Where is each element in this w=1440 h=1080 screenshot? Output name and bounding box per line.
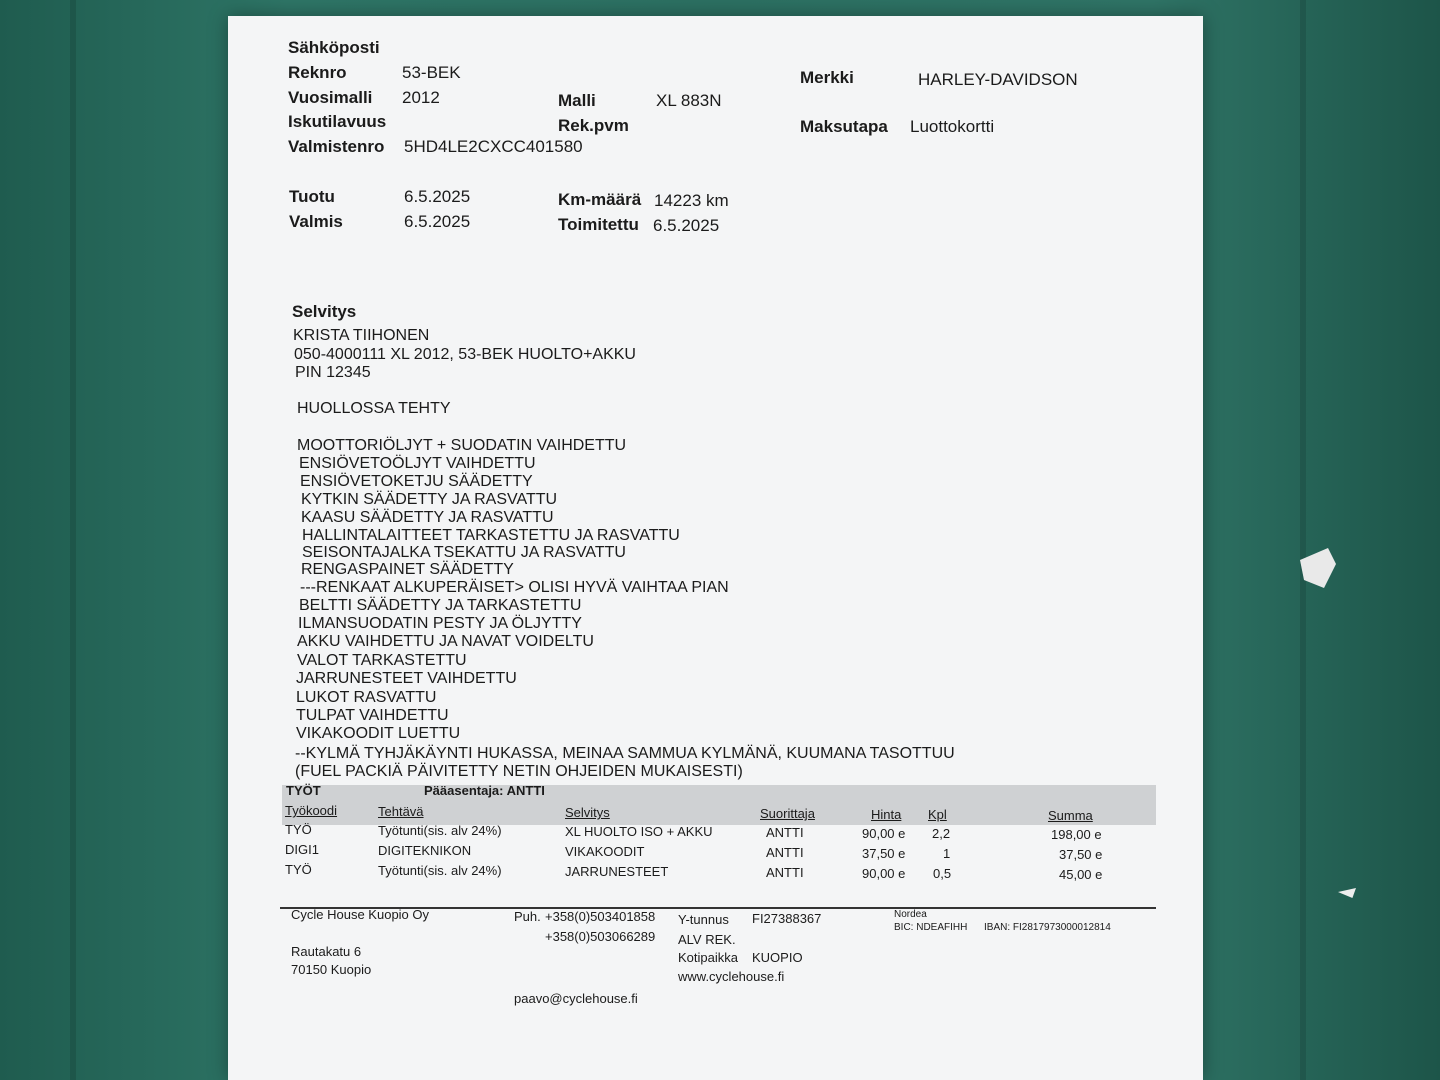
rekpvm-label: Rek.pvm xyxy=(558,116,629,135)
tuotu-value: 6.5.2025 xyxy=(404,187,471,206)
maksutapa-value: Luottokortti xyxy=(910,117,995,136)
bank-name: Nordea xyxy=(894,909,927,920)
text-line: VIKAKOODIT LUETTU xyxy=(296,725,461,742)
tray-rib xyxy=(70,0,76,1080)
table-cell: 90,00 e xyxy=(862,826,906,841)
paper-scrap xyxy=(1338,888,1356,898)
text-line: BELTTI SÄÄDETTY JA TARKASTETTU xyxy=(299,597,582,614)
phone-number: +358(0)503401858 xyxy=(545,909,656,924)
text-line: JARRUNESTEET VAIHDETTU xyxy=(296,670,517,687)
phone-label: Puh. xyxy=(514,909,541,924)
valmistenro-value: 5HD4LE2CXCC401580 xyxy=(404,137,583,156)
ytunnus-value: FI27388367 xyxy=(752,911,822,926)
text-line: ILMANSUODATIN PESTY JA ÖLJYTTY xyxy=(298,615,582,632)
col-header: Tehtävä xyxy=(378,804,424,819)
text-line: KYTKIN SÄÄDETTY JA RASVATTU xyxy=(301,491,558,508)
col-header: Hinta xyxy=(871,807,902,822)
table-cell: TYÖ xyxy=(285,862,312,877)
table-cell: 1 xyxy=(943,846,951,861)
email-address: paavo@cyclehouse.fi xyxy=(514,991,638,1006)
service-receipt xyxy=(228,16,1203,1080)
vuosimalli-label: Vuosimalli xyxy=(288,88,373,107)
reknro-value: 53-BEK xyxy=(402,63,461,82)
text-line: ---RENKAAT ALKUPERÄISET> OLISI HYVÄ VAIHTAA PIAN xyxy=(300,579,729,596)
iban-code: IBAN: FI2817973000012814 xyxy=(984,922,1111,933)
table-cell: 198,00 e xyxy=(1051,827,1102,842)
selvitys-title: Selvitys xyxy=(292,302,357,321)
phone-number: +358(0)503066289 xyxy=(545,929,656,944)
company-name: Cycle House Kuopio Oy xyxy=(291,907,430,922)
table-cell: 0,5 xyxy=(933,866,952,881)
text-line: ENSIÖVETOÖLJYT VAIHDETTU xyxy=(299,455,536,472)
kotipaikka-value: KUOPIO xyxy=(752,950,803,965)
valmis-label: Valmis xyxy=(289,212,343,231)
bic-code: BIC: NDEAFIHH xyxy=(894,922,968,933)
company-street: Rautakatu 6 xyxy=(291,944,362,959)
table-cell: Työtunti(sis. alv 24%) xyxy=(378,823,502,838)
table-cell: ANTTI xyxy=(766,865,804,880)
tuotu-label: Tuotu xyxy=(289,187,335,206)
text-line: --KYLMÄ TYHJÄKÄYNTI HUKASSA, MEINAA SAMMUA KYLMÄNÄ, KUUMANA TASOTTUU xyxy=(295,745,955,762)
table-cell: 37,50 e xyxy=(862,846,906,861)
malli-value: XL 883N xyxy=(656,91,722,110)
merkki-label: Merkki xyxy=(800,68,854,87)
col-header: Työkoodi xyxy=(285,803,338,818)
text-line: LUKOT RASVATTU xyxy=(296,689,437,706)
email-label: Sähköposti xyxy=(288,38,380,57)
text-line: HUOLLOSSA TEHTY xyxy=(297,400,451,417)
table-cell: 45,00 e xyxy=(1059,867,1103,882)
iskutilavuus-label: Iskutilavuus xyxy=(288,112,387,131)
text-line: (FUEL PACKIÄ PÄIVITETTY NETIN OHJEIDEN MUKAISESTI) xyxy=(295,763,743,780)
table-cell: ANTTI xyxy=(766,845,804,860)
table-cell: 37,50 e xyxy=(1059,847,1103,862)
table-cell: VIKAKOODIT xyxy=(565,844,645,859)
col-header: Selvitys xyxy=(565,805,610,820)
table-cell: DIGITEKNIKON xyxy=(378,843,472,858)
toimitettu-value: 6.5.2025 xyxy=(653,216,720,235)
toimitettu-label: Toimitettu xyxy=(558,215,639,234)
kotipaikka-label: Kotipaikka xyxy=(678,950,738,965)
text-line: KAASU SÄÄDETTY JA RASVATTU xyxy=(301,509,554,526)
alv-reg: ALV REK. xyxy=(678,932,736,947)
table-cell: 2,2 xyxy=(932,826,951,841)
table-cell: TYÖ xyxy=(285,822,312,837)
table-cell: DIGI1 xyxy=(285,842,319,857)
text-line: RENGASPAINET SÄÄDETTY xyxy=(301,561,514,578)
col-header: Suorittaja xyxy=(760,806,815,821)
col-header: Summa xyxy=(1048,808,1093,823)
vuosimalli-value: 2012 xyxy=(402,88,440,107)
text-line: VALOT TARKASTETTU xyxy=(297,652,467,669)
merkki-value: HARLEY-DAVIDSON xyxy=(918,70,1078,89)
company-city: 70150 Kuopio xyxy=(291,962,372,977)
text-line: TULPAT VAIHDETTU xyxy=(296,707,449,724)
km-label: Km-määrä xyxy=(558,190,642,209)
main-mechanic: Pääasentaja: ANTTI xyxy=(424,783,545,798)
text-line: SEISONTAJALKA TSEKATTU JA RASVATTU xyxy=(302,544,626,561)
table-cell: 90,00 e xyxy=(862,866,906,881)
maksutapa-label: Maksutapa xyxy=(800,117,888,136)
text-line: PIN 12345 xyxy=(295,364,371,381)
reknro-label: Reknro xyxy=(288,63,347,82)
table-cell: ANTTI xyxy=(766,825,804,840)
tray-rib xyxy=(1300,0,1306,1080)
text-line: KRISTA TIIHONEN xyxy=(293,327,430,344)
text-line: MOOTTORIÖLJYT + SUODATIN VAIHDETTU xyxy=(297,437,627,454)
table-cell: JARRUNESTEET xyxy=(565,864,669,879)
website: www.cyclehouse.fi xyxy=(678,969,785,984)
text-line: 050-4000111 XL 2012, 53-BEK HUOLTO+AKKU xyxy=(294,346,636,363)
text-line: ENSIÖVETOKETJU SÄÄDETTY xyxy=(300,473,533,490)
tyot-title: TYÖT xyxy=(286,783,321,798)
text-line: HALLINTALAITTEET TARKASTETTU JA RASVATTU xyxy=(302,527,680,544)
valmis-value: 6.5.2025 xyxy=(404,212,471,231)
malli-label: Malli xyxy=(558,91,596,110)
col-header: Kpl xyxy=(928,807,947,822)
valmistenro-label: Valmistenro xyxy=(288,137,385,156)
ytunnus-label: Y-tunnus xyxy=(678,912,729,927)
km-value: 14223 km xyxy=(654,191,729,210)
text-line: AKKU VAIHDETTU JA NAVAT VOIDELTU xyxy=(297,633,594,650)
table-cell: Työtunti(sis. alv 24%) xyxy=(378,863,502,878)
table-cell: XL HUOLTO ISO + AKKU xyxy=(565,824,713,839)
